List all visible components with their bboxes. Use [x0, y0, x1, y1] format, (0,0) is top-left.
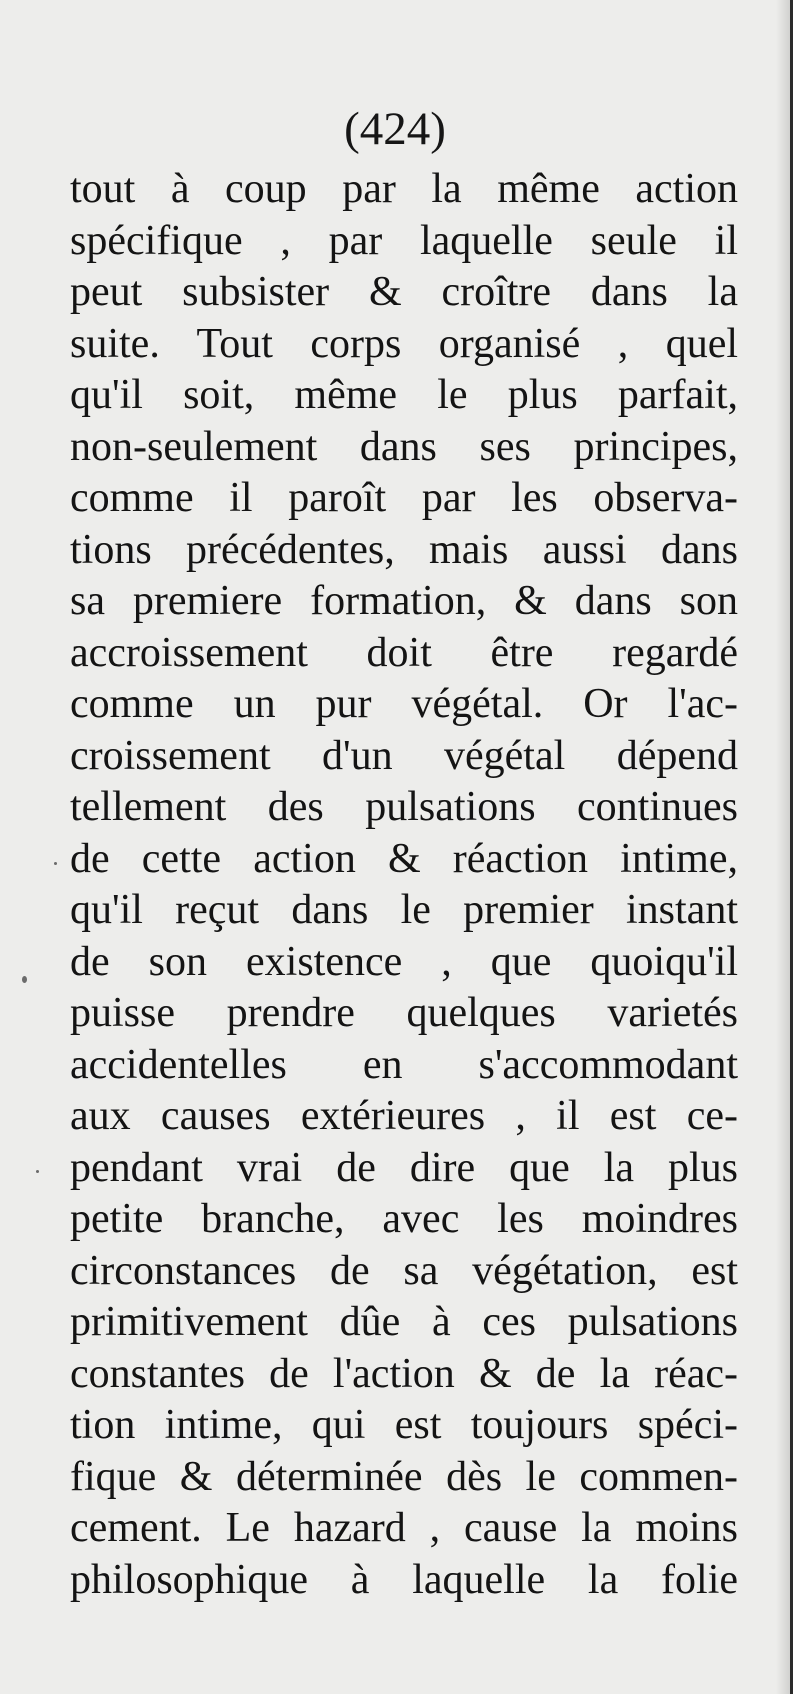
text-line: philosophique à laquelle la folie — [70, 1556, 738, 1603]
text-line: qu'il soit, même le plus parfait, — [70, 372, 738, 418]
text-line: tion intime, qui est toujours spéci- — [70, 1402, 738, 1448]
page-number: (424) — [344, 103, 446, 155]
text-line: croissement d'un végétal dépend — [70, 732, 738, 779]
text-line: accroissement doit être regardé — [70, 629, 738, 676]
text-line: cement. Le hazard , cause la moins — [70, 1505, 738, 1551]
ink-speck — [36, 1170, 39, 1173]
text-line: comme il paroît par les observa- — [70, 475, 738, 521]
text-line: circonstances de sa végétation, est — [70, 1247, 738, 1294]
text-line: de cette action & réaction intime, — [70, 835, 738, 882]
text-line: tout à coup par la même action — [70, 166, 738, 212]
text-line: accidentelles en s'accommodant — [70, 1041, 738, 1088]
text-line: petite branche, avec les moindres — [70, 1196, 738, 1242]
text-line: constantes de l'action & de la réac- — [70, 1350, 738, 1397]
text-line: comme un pur végétal. Or l'ac- — [70, 681, 738, 727]
body-text — [70, 164, 738, 1606]
text-line: tions précédentes, mais aussi dans — [70, 526, 738, 573]
text-line: tellement des pulsations continues — [70, 784, 738, 830]
text-line: puisse prendre quelques varietés — [70, 990, 738, 1036]
text-line: fique & déterminée dès le commen- — [70, 1453, 738, 1500]
text-line: qu'il reçut dans le premier instant — [70, 887, 738, 933]
text-line: aux causes extérieures , il est ce- — [70, 1093, 738, 1139]
text-line: suite. Tout corps organisé , quel — [70, 320, 738, 367]
text-line: peut subsister & croître dans la — [70, 269, 738, 315]
ink-speck — [22, 976, 27, 983]
text-line: primitivement dûe à ces pulsations — [70, 1299, 738, 1345]
text-line: spécifique , par laquelle seule il — [70, 217, 738, 264]
ink-speck — [54, 862, 57, 865]
text-line: sa premiere formation, & dans son — [70, 578, 738, 624]
text-line: non-seulement dans ses principes, — [70, 423, 738, 470]
text-line: de son existence , que quoiqu'il — [70, 938, 738, 985]
text-line: pendant vrai de dire que la plus — [70, 1144, 738, 1191]
